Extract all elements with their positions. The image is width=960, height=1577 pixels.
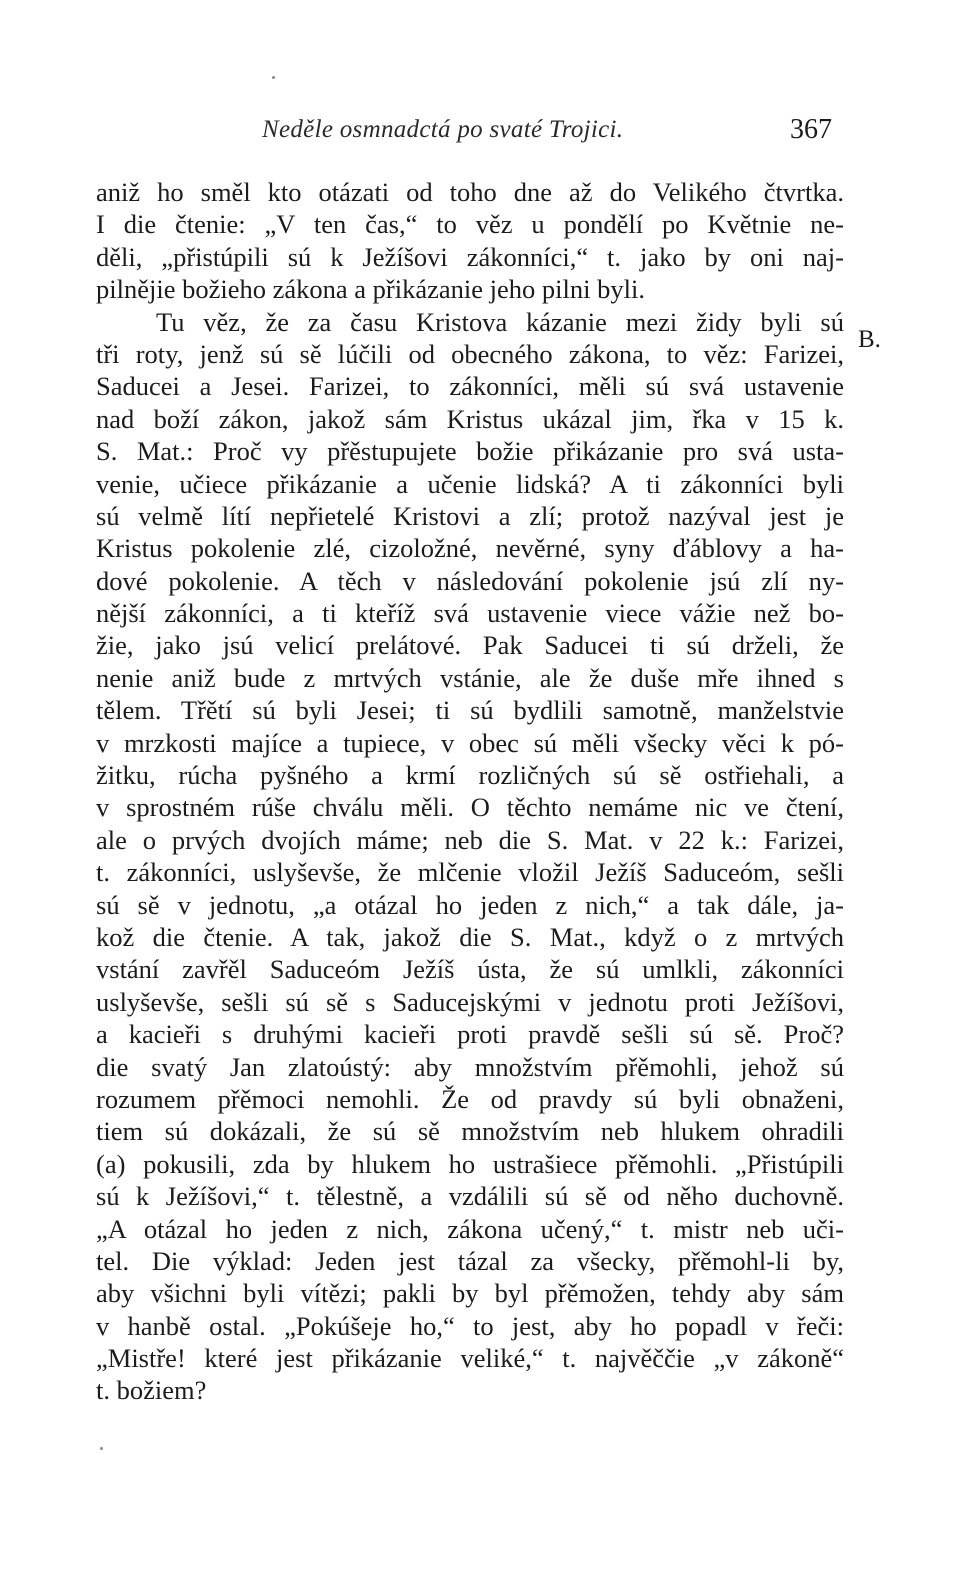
text-line: tel. Die výklad: Jeden jest tázal za všecky, přěmohl-li by,: [96, 1245, 844, 1276]
text-line: děli, „přistúpili sú k Ježíšovi zákonníci,“ t. jako by oni naj-: [96, 241, 844, 272]
text-line: rozumem přěmoci nemohli. Že od pravdy sú byli obnaženi,: [96, 1083, 844, 1114]
text-line: nější zákonníci, a ti kteříž svá ustavenie viece vážie než bo-: [96, 598, 844, 629]
text-line: t. božiem?: [96, 1375, 207, 1406]
body-text: [96, 176, 844, 1407]
text-line: Kristus pokolenie zlé, cizoložné, nevěrné, syny ďáblovy a ha-: [96, 533, 844, 564]
margin-note: B.: [858, 326, 881, 353]
text-line: „Mistře! které jest přikázanie veliké,“ t. najvěččie „v zákoně“: [96, 1343, 844, 1374]
text-line: die svatý Jan zlatoústý: aby množstvím přěmohli, jehož sú: [96, 1051, 844, 1082]
text-line: v mrzkosti majíce a tupiece, v obec sú měli všecky věci k pó-: [96, 727, 844, 758]
text-line: uslyševše, sešli sú sě s Saducejskými v jednotu proti Ježíšovi,: [96, 986, 844, 1017]
text-line: dové pokolenie. A těch v následování pokolenie jsú zlí ny-: [96, 565, 844, 596]
text-line: venie, učiece přikázanie a učenie lidská? A ti zákonníci byli: [96, 468, 844, 499]
text-line: Tu věz, že za času Kristova kázanie mezi židy byli sú: [156, 306, 844, 337]
text-line: sú velmě lítí nepřietelé Kristovi a zlí; protož nazýval jest je: [96, 500, 844, 531]
text-line: sú k Ježíšovi,“ t. tělestně, a vzdálili sú sě od něho duchovně.: [96, 1181, 844, 1212]
text-line: tělem. Třětí sú byli Jesei; ti sú bydlili samotně, manželstvie: [96, 695, 844, 726]
text-line: nad boží zákon, jakož sám Kristus ukázal jim, řka v 15 k.: [96, 403, 844, 434]
text-line: t. zákonníci, uslyševše, že mlčenie vložil Ježíš Saduceóm, sešli: [96, 857, 844, 888]
text-line: I die čtenie: „V ten čas,“ to věz u pondělí po Květnie ne-: [96, 209, 844, 240]
text-line: S. Mat.: Proč vy přěstupujete božie přikázanie pro svá usta-: [96, 436, 844, 467]
text-line: pilnějie božieho zákona a přikázanie jeho pilni byli.: [96, 274, 645, 305]
text-line: tiem sú dokázali, že sú sě množstvím neb hlukem ohradili: [96, 1116, 844, 1147]
text-line: v sprostném rúše chválu měli. O těchto nemáme nic ve čtení,: [96, 792, 844, 823]
ink-speck: [100, 1447, 103, 1450]
text-line: „A otázal ho jeden z nich, zákona učený,“ t. mistr neb uči-: [96, 1213, 844, 1244]
text-line: aby všichni byli vítězi; pakli by byl přěmožen, tehdy aby sám: [96, 1278, 844, 1309]
text-line: tři roty, jenž sú sě lúčili od obecného zákona, to věz: Farizei,: [96, 338, 844, 369]
text-line: v hanbě ostal. „Pokúšeje ho,“ to jest, aby ho popadl v řeči:: [96, 1310, 844, 1341]
text-line: žie, jako jsú velicí prelátové. Pak Saducei ti sú drželi, že: [96, 630, 844, 661]
text-line: nenie aniž bude z mrtvých vstánie, ale že duše mře ihned s: [96, 662, 844, 693]
text-line: žitku, rúcha pyšného a krmí rozličných sú sě ostřiehali, a: [96, 760, 844, 791]
text-line: (a) pokusili, zda by hlukem ho ustrašiece přěmohli. „Přistúpili: [96, 1148, 844, 1179]
text-line: ale o prvých dvojích máme; neb die S. Mat. v 22 k.: Farizei,: [96, 824, 844, 855]
text-line: sú sě v jednotu, „a otázal ho jeden z nich,“ a tak dále, ja-: [96, 889, 844, 920]
running-title: Neděle osmnadctá po svaté Trojici.: [262, 116, 624, 143]
text-line: kož die čtenie. A tak, jakož die S. Mat., když o z mrtvých: [96, 921, 844, 952]
text-line: vstání zavřěl Saduceóm Ježíš ústa, že sú umlkli, zákonníci: [96, 954, 844, 985]
page-number: 367: [790, 114, 832, 145]
ink-speck: [272, 76, 275, 79]
text-line: aniž ho směl kto otázati od toho dne až do Velikého čtvrtka.: [96, 177, 844, 207]
text-line: Saducei a Jesei. Farizei, to zákonníci, měli sú svá ustavenie: [96, 371, 844, 402]
text-line: a kacieři s druhými kacieři proti pravdě sešli sú sě. Proč?: [96, 1019, 844, 1050]
